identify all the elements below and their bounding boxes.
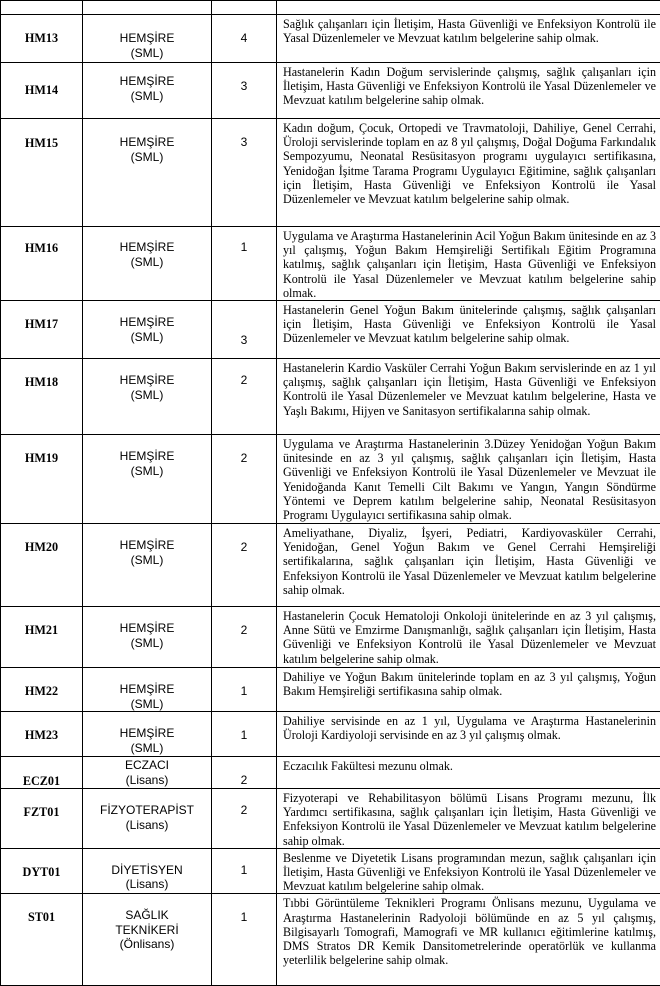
title-text: HEMŞİRE [87,373,207,388]
quantity-cell: 1 [212,668,277,712]
title-cell [83,712,212,757]
requirement-cell: Fizyoterapi ve Rehabilitasyon bölümü Lisans Programı mezunu, İlk Yardımcı sertifikasına, sağlık çalışanları için İletişim, Hasta Güvenliği ve Enfeksiyon Kontrolü ile Yasal Düzenlemeler ve Mevzuat katılım belgelerine sahip olmak. [277,789,660,849]
code-cell: ECZ01 [1,757,83,789]
title-text: HEMŞİRE [87,240,207,255]
table-row [1,1,660,15]
subtitle-text: (SML) [87,89,207,104]
title-text: ECZACI [87,758,207,773]
table-row [1,119,660,227]
table-row [1,524,660,607]
table-row [1,63,660,119]
title-text: FİZYOTERAPİST [87,803,207,818]
requirement-cell: Dahiliye ve Yoğun Bakım ünitelerinde toplam en az 3 yıl çalışmış, Yoğun Bakım Hemşireliği sertifikasına sahip olmak. [277,668,660,712]
requirement-cell: Kadın doğum, Çocuk, Ortopedi ve Travmatoloji, Dahiliye, Genel Cerrahi, Üroloji servislerinde toplam en az 8 yıl çalışmış, Doğal Doğuma Farkındalık Sempozyumu, Neonatal Resüsitasyon programı uygulayıcı sertifikasına, Yenidoğan İşitme Tarama Programı Uygulayıcı Eğitimine, sağlık çalışanları için İletişim, Hasta Güvenliği ve Enfeksiyon Kontrolü ile Yasal Düzenlemeler ve Mevzuat katılım belgelerine sahip olmak. [277,119,660,227]
table-row [1,435,660,524]
table-row [1,227,660,301]
requirement-cell: Dahiliye servisinde en az 1 yıl, Uygulama ve Araştırma Hastanelerinin Üroloji Kardiyoloji servisinde en az 3 yıl çalışmış olmak. [277,712,660,757]
subtitle-text: (SML) [87,388,207,403]
table-row [1,359,660,435]
subtitle-text: (SML) [87,46,207,61]
title-cell [83,227,212,301]
title-text: HEMŞİRE [87,621,207,636]
table-row [1,789,660,849]
quantity-cell: 1 [212,848,277,894]
subtitle-text: (SML) [87,741,207,756]
quantity-cell: 3 [212,63,277,119]
code-cell: HM13 [1,15,83,63]
subtitle-text: (SML) [87,553,207,568]
title-cell [83,848,212,894]
title-cell [83,894,212,986]
quantity-cell: 2 [212,789,277,849]
subtitle-text: (Lisans) [87,877,207,892]
subtitle-text-2: (Önlisans) [87,937,207,952]
table-row [1,607,660,668]
subtitle-text: (Lisans) [87,773,207,788]
code-cell: HM19 [1,435,83,524]
title-cell [83,301,212,359]
title-text: HEMŞİRE [87,31,207,46]
subtitle-text: (SML) [87,464,207,479]
title-cell [83,607,212,668]
code-cell: ST01 [1,894,83,986]
requirement-cell: Eczacılık Fakültesi mezunu olmak. [277,757,660,789]
requirement-cell: Hastanelerin Kardio Vasküler Cerrahi Yoğun Bakım servislerinde en az 1 yıl çalışmış, sağlık çalışanları için İletişim, Hasta Güvenliği ve Enfeksiyon Kontrolü ile Yasal Düzenlemeler ve Mevzuat katılım belgelerine, Hasta ve Yaşlı Bakımı, Hijyen ve Sanitasyon sertifikalarına sahip olmak. [277,359,660,435]
quantity-cell: 2 [212,435,277,524]
table-row [1,712,660,757]
quantity-cell: 2 [212,359,277,435]
title-text: HEMŞİRE [87,682,207,697]
title-cell [83,757,212,789]
requirement-cell: Tıbbi Görüntüleme Teknikleri Programı Önlisans mezunu, Uygulama ve Araştırma Hastanelerinin Radyoloji bölümünde en az 5 yıl çalışmış, Bilgisayarlı Tomografi, Mamografi ve MR kullanıcı eğitimlerine katılmış, DMS Stratos DR Kemik Dansitometrelerinde operatörlük ve kullanma yeterlilik belgelerine sahip olmak. [277,894,660,986]
table-row [1,848,660,894]
subtitle-text: TEKNİKERİ [87,923,207,938]
code-cell: HM21 [1,607,83,668]
title-cell [83,1,212,15]
code-cell: HM18 [1,359,83,435]
quantity-cell: 4 [212,15,277,63]
requirement-cell: Uygulama ve Araştırma Hastanelerinin 3.Düzey Yenidoğan Yoğun Bakım ünitesinde en az 3 yıl çalışmış, sağlık çalışanları için İletişim, Hasta Güvenliği ve Enfeksiyon Kontrolü ile Yasal Düzenlemeler ve Mevzuat ile Yenidoğanda Kanıt Temelli Cilt Bakımı ve Yangın, Yangın Söndürme Yöntemi ve Deprem katılım belgelerine sahip, Neonatal Resüsitasyon Programı Uygulayıcı sertifikasına sahip olmak. [277,435,660,524]
table-row [1,301,660,359]
subtitle-text: (SML) [87,255,207,270]
requirement-cell [277,1,660,15]
table-row [1,668,660,712]
title-cell [83,789,212,849]
quantity-cell [212,1,277,15]
code-cell: HM16 [1,227,83,301]
requirement-cell: Beslenme ve Diyetetik Lisans programından mezun, sağlık çalışanları için İletişim, Hasta Güvenliği ve Enfeksiyon Kontrolü ile Yasal Düzenlemeler ve Mevzuat katılım belgelerine sahip olmak. [277,848,660,894]
quantity-cell: 2 [212,757,277,789]
title-cell [83,435,212,524]
table-row [1,15,660,63]
requirement-cell: Sağlık çalışanları için İletişim, Hasta Güvenliği ve Enfeksiyon Kontrolü ile Yasal Düzenlemeler ve Mevzuat katılım belgelerine sahip olmak. [277,15,660,63]
requirement-cell: Hastanelerin Kadın Doğum servislerinde çalışmış, sağlık çalışanları için İletişim, Hasta Güvenliği ve Enfeksiyon Kontrolü ile Yasal Düzenlemeler ve Mevzuat katılım belgelerine sahip olmak. [277,63,660,119]
quantity-cell: 1 [212,894,277,986]
title-cell [83,359,212,435]
quantity-cell: 2 [212,607,277,668]
title-cell [83,15,212,63]
title-cell [83,119,212,227]
code-cell: HM22 [1,668,83,712]
title-text: HEMŞİRE [87,74,207,89]
code-cell: HM23 [1,712,83,757]
title-text: HEMŞİRE [87,315,207,330]
requirement-cell: Ameliyathane, Diyaliz, İşyeri, Pediatri, Kardiyovasküler Cerrahi, Yenidoğan, Genel Yoğun Bakım ve Genel Cerrahi Hemşireliği sertifikalarına, sağlık çalışanları için İletişim, Hasta Güvenliği ve Enfeksiyon Kontrolü ile Yasal Düzenlemeler ve Mevzuat katılım belgelerine sahip olmak. [277,524,660,607]
code-cell: DYT01 [1,848,83,894]
code-cell: HM20 [1,524,83,607]
title-cell [83,668,212,712]
subtitle-text: (Lisans) [87,818,207,833]
title-text: HEMŞİRE [87,538,207,553]
subtitle-text: (SML) [87,330,207,345]
title-text: DİYETİSYEN [87,863,207,878]
requirement-cell: Hastanelerin Genel Yoğun Bakım ünitelerinde çalışmış, sağlık çalışanları için İletişim, Hasta Güvenliği ve Enfeksiyon Kontrolü ile Yasal Düzenlemeler ve Mevzuat katılım belgelerine sahip olmak. [277,301,660,359]
title-cell [83,524,212,607]
code-cell [1,1,83,15]
title-text: HEMŞİRE [87,726,207,741]
subtitle-text: (SML) [87,150,207,165]
code-cell: FZT01 [1,789,83,849]
title-text: SAĞLIK [87,908,207,923]
quantity-cell: 2 [212,524,277,607]
quantity-cell: 1 [212,227,277,301]
requirement-cell: Hastanelerin Çocuk Hematoloji Onkoloji ünitelerinde en az 3 yıl çalışmış, Anne Sütü ve Emzirme Danışmanlığı, sağlık çalışanları için İletişim, Hasta Güvenliği ve Enfeksiyon Kontrolü ile Yasal Düzenlemeler ve Mevzuat katılım belgelerine sahip olmak. [277,607,660,668]
code-cell: HM14 [1,63,83,119]
code-cell: HM17 [1,301,83,359]
title-text: HEMŞİRE [87,449,207,464]
subtitle-text: (SML) [87,636,207,651]
subtitle-text: (SML) [87,697,207,712]
quantity-cell: 1 [212,712,277,757]
title-text: HEMŞİRE [87,135,207,150]
quantity-cell: 3 [212,119,277,227]
requirement-cell: Uygulama ve Araştırma Hastanelerinin Acil Yoğun Bakım ünitesinde en az 3 yıl çalışmış, Yoğun Bakım Hemşireliği Sertifikalı Eğitim Programına katılmış, sağlık çalışanları için İletişim, Hasta Güvenliği ve Enfeksiyon Kontrolü ile Yasal Düzenlemeler ve Mevzuat katılım belgelerine sahip olmak. [277,227,660,301]
table-row [1,757,660,789]
quantity-cell: 3 [212,301,277,359]
table-row [1,894,660,986]
code-cell: HM15 [1,119,83,227]
title-cell [83,63,212,119]
